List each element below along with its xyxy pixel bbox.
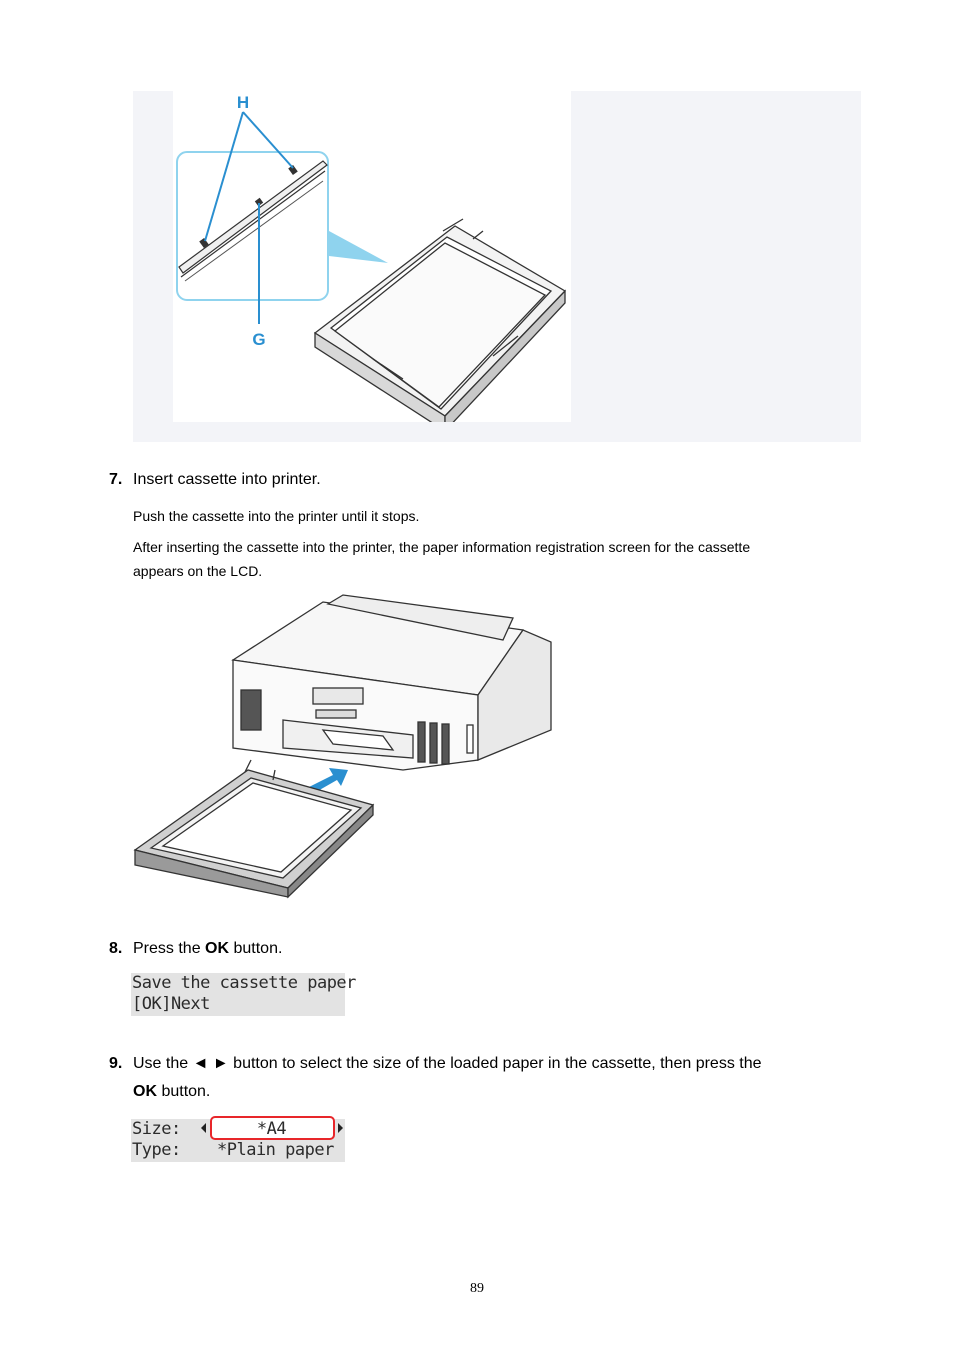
ok-button-label: OK: [205, 940, 230, 957]
cassette-guide-figure: [133, 91, 861, 442]
lcd-line-2: [OK]Next: [132, 994, 210, 1014]
lcd-size-label: Size:: [132, 1119, 181, 1139]
ok-button-label: OK: [133, 1083, 157, 1100]
lcd-line-1: Save the cassette paper: [132, 973, 356, 993]
right-arrow-icon: [338, 1123, 343, 1133]
step-title: Press the OK button.: [133, 940, 283, 957]
label-h: H: [236, 93, 250, 112]
lcd-size-value: *A4: [256, 1119, 287, 1139]
lcd-screen-size: [131, 1119, 345, 1162]
step-number: 9.: [109, 1055, 123, 1072]
cassette: [135, 760, 373, 897]
step-7-note-line2: appears on the LCD.: [133, 563, 263, 579]
left-right-arrow-icon: ◄ ►: [192, 1055, 229, 1072]
step-7-note: [133, 535, 853, 583]
lcd-type-label: Type:: [132, 1140, 181, 1160]
printer-insert-figure: [133, 590, 553, 902]
printer: [233, 595, 551, 770]
step-title: Insert cassette into printer.: [133, 471, 321, 488]
left-arrow-icon: [201, 1123, 206, 1133]
cassette-guide-drawing: [173, 91, 571, 422]
cassette-guide-illustration: [173, 91, 571, 422]
step-number: 7.: [109, 471, 123, 488]
step-number: 8.: [109, 940, 123, 957]
label-g: G: [252, 330, 266, 349]
step-title: Use the ◄ ► button to select the size of the loaded paper in the cassette, then press the: [133, 1055, 762, 1072]
lcd-type-value: *Plain paper: [217, 1140, 334, 1160]
lcd-screen-save: [131, 973, 356, 1016]
printer-insert-drawing: [133, 590, 553, 902]
step-7-note-line1: After inserting the cassette into the printer, the paper information registration screen for the cassette: [133, 539, 751, 555]
callout-wedge: [329, 231, 388, 263]
page-number: 89: [470, 1281, 484, 1296]
step-7-instruction: Push the cassette into the printer until it stops.: [133, 508, 420, 524]
